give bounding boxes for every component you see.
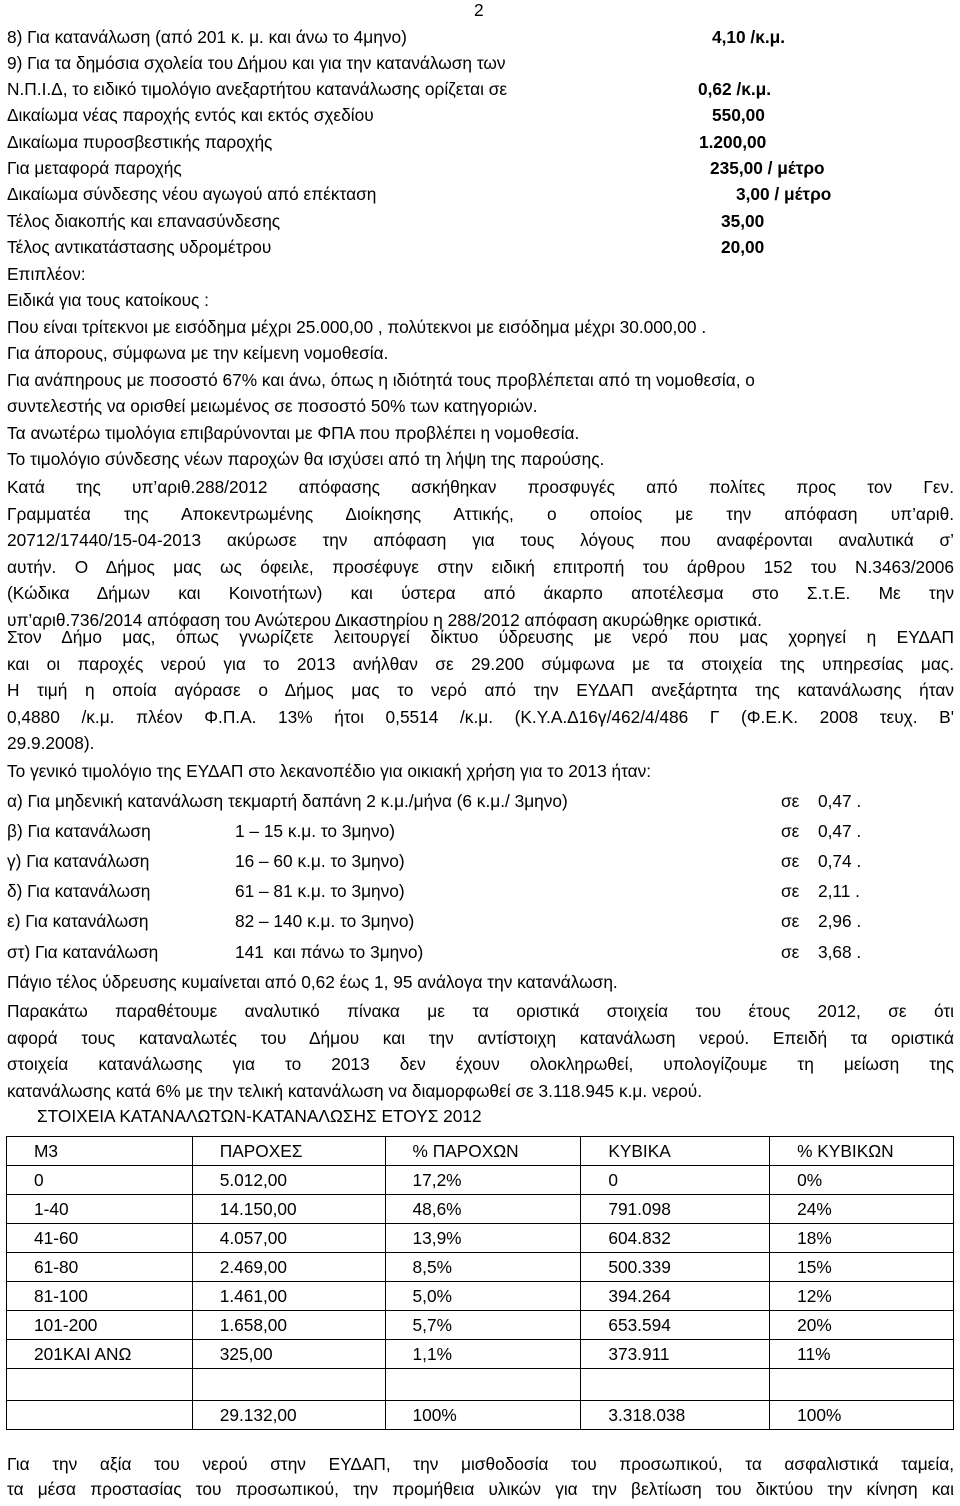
table-cell: 4.057,00	[192, 1224, 385, 1253]
tariff-value: 0,74 .	[818, 851, 862, 871]
table-cell: 5,0%	[385, 1282, 581, 1311]
table-row	[7, 1282, 954, 1311]
table-cell	[192, 1369, 385, 1401]
table-header-row	[7, 1137, 954, 1166]
tariff-label: δ) Για κατανάλωση	[7, 881, 151, 901]
table-cell: 17,2%	[385, 1166, 581, 1195]
table-totals-row	[7, 1401, 954, 1430]
table-cell: 1,1%	[385, 1340, 581, 1369]
fee-label: Ν.Π.Ι.Δ, το ειδικό τιμολόγιο ανεξαρτήτου κατανάλωσης ορίζεται σε	[7, 79, 508, 99]
table-row	[7, 1224, 954, 1253]
table-header: Μ3	[7, 1137, 193, 1166]
page-number: 2	[474, 0, 484, 20]
fee-label: Τέλος αντικατάστασης υδρομέτρου	[7, 237, 272, 257]
text-line: και οι παροχές νερού για το 2013 ανήλθαν σε 29.200 σύμφωνα με τα στοιχεία της υπηρεσίας μας.	[7, 653, 954, 674]
table-cell: 12%	[770, 1282, 954, 1311]
fee-value: 4,10 /κ.μ.	[712, 27, 786, 47]
fee-label: 8) Για κατανάλωση (από 201 κ. μ. και άνω το 4μηνο)	[7, 27, 407, 47]
table-cell	[581, 1369, 770, 1401]
text-line: Κατά της υπ’αριθ.288/2012 απόφασης ασκήθηκαν προσφυγές από πολίτες προς τον Γεν.	[7, 477, 954, 497]
fee-label: Δικαίωμα νέας παροχής εντός και εκτός σχεδίου	[7, 105, 374, 125]
table-header: % ΚΥΒΙΚΩΝ	[770, 1137, 954, 1166]
table-cell: 500.339	[581, 1253, 770, 1282]
table-cell: 1.658,00	[192, 1311, 385, 1340]
text-line: 29.9.2008).	[7, 733, 95, 753]
table-cell: 604.832	[581, 1224, 770, 1253]
tariff-value: 0,47 .	[818, 821, 862, 841]
table-cell: 20%	[770, 1311, 954, 1340]
tariff-range: 16 – 60 κ.μ. το 3μηνο)	[235, 851, 405, 871]
text-line: τα μέσα προστασίας του προσωπικού, την προμήθεια υλικών για την βελτίωση του δικτύου την κίνηση και	[7, 1479, 954, 1499]
tariff-label: ε) Για κατανάλωση	[7, 911, 149, 931]
fee-label: 9) Για τα δημόσια σχολεία του Δήμου και για την κατανάλωση των	[7, 53, 506, 73]
table-cell: 61-80	[7, 1253, 193, 1282]
table-header: % ΠΑΡΟΧΩΝ	[385, 1137, 581, 1166]
table-cell: 791.098	[581, 1195, 770, 1224]
text-line: 0,4880 /κ.μ. πλέον Φ.Π.Α. 13% ήτοι 0,5514 /κ.μ. (Κ.Υ.Α.Δ16γ/462/4/486 Γ (Φ.Ε.Κ. 2008 τευχ. Β'	[7, 706, 954, 727]
tariff-value: 2,11 .	[818, 881, 860, 901]
consumption-table	[6, 1136, 954, 1430]
tariff-se: σε	[781, 942, 800, 962]
tariff-value: 3,68 .	[818, 942, 862, 962]
tariff-label: α) Για μηδενική κατανάλωση τεκμαρτή δαπάνη 2 κ.μ./μήνα (6 κ.μ./ 3μηνο)	[7, 791, 568, 811]
table-cell: 24%	[770, 1195, 954, 1224]
tariff-label: στ) Για κατανάλωση	[7, 942, 159, 962]
table-row-empty	[7, 1369, 954, 1401]
tariff-range: 141 και πάνω το 3μηνο)	[235, 942, 424, 962]
text-line: Το τιμολόγιο σύνδεσης νέων παροχών θα ισχύσει από τη λήψη της παρούσης.	[7, 449, 605, 469]
tariff-value: 0,47 .	[818, 791, 862, 811]
tariff-se: σε	[781, 791, 800, 811]
table-title: ΣΤΟΙΧΕΙΑ ΚΑΤΑΝΑΛΩΤΩΝ-ΚΑΤΑΝΑΛΩΣΗΣ ΕΤΟΥΣ 2012	[37, 1106, 482, 1126]
table-cell: 14.150,00	[192, 1195, 385, 1224]
text-line: στοιχεία κατανάλωσης για το 2013 δεν έχουν ολοκληρωθεί, υπολογίζουμε τη μείωση της	[7, 1054, 954, 1074]
tariff-se: σε	[781, 881, 800, 901]
table-row	[7, 1166, 954, 1195]
table-cell: 0	[7, 1166, 193, 1195]
table-cell: 48,6%	[385, 1195, 581, 1224]
table-row	[7, 1253, 954, 1282]
tariff-intro: Το γενικό τιμολόγιο της ΕΥΔΑΠ στο λεκανοπέδιο για οικιακή χρήση για το 2013 ήταν:	[7, 761, 652, 781]
fee-value: 0,62 /κ.μ.	[698, 79, 772, 99]
tariff-range: 1 – 15 κ.μ. το 3μηνο)	[235, 821, 396, 841]
table-cell: 100%	[385, 1401, 581, 1430]
table-row	[7, 1311, 954, 1340]
text-line: Η τιμή η οποία αγόρασε ο Δήμος μας το νερό από την ΕΥΔΑΠ ανεξάρτητα της κατανάλωσης ήταν	[7, 680, 954, 700]
table-cell: 653.594	[581, 1311, 770, 1340]
text-line: αφορά τους καταναλωτές του Δήμου και την αντίστοιχη κατανάλωση νερού. Επειδή τα οριστικά	[7, 1027, 954, 1048]
fee-value: 20,00	[721, 237, 765, 257]
text-line: Στον Δήμο μας, όπως γνωρίζετε λειτουργεί δίκτυο ύδρευσης με νερό που μας χορηγεί η ΕΥΔΑΠ	[7, 627, 954, 647]
text-line: Για την αξία του νερού στην ΕΥΔΑΠ, την μισθοδοσία του προσωπικού, τα ασφαλιστικά ταμεία,	[7, 1454, 954, 1474]
fee-value: 1.200,00	[699, 132, 767, 152]
text-line: Που είναι τρίτεκνοι με εισόδημα μέχρι 25.000,00 , πολύτεκνοι με εισόδημα μέχρι 30.000,00 .	[7, 317, 707, 337]
fixed-fee-note: Πάγιο τέλος ύδρευσης κυμαίνεται από 0,62 έως 1, 95 ανάλογα την κατανάλωση.	[7, 972, 618, 992]
fee-label: Δικαίωμα πυροσβεστικής παροχής	[7, 132, 273, 152]
table-intro-paragraph	[7, 998, 954, 1104]
text-line: Τα ανωτέρω τιμολόγια επιβαρύνονται με ΦΠΑ που προβλέπει η νομοθεσία.	[7, 423, 580, 443]
table-cell: 101-200	[7, 1311, 193, 1340]
table-cell: 11%	[770, 1340, 954, 1369]
table-cell: 5.012,00	[192, 1166, 385, 1195]
tariff-label: γ) Για κατανάλωση	[7, 851, 150, 871]
fee-value: 35,00	[721, 211, 765, 231]
table-cell: 2.469,00	[192, 1253, 385, 1282]
text-line: υπ’αριθ.736/2014 απόφαση του Ανώτερου Δικαστηρίου η 288/2012 απόφαση ακυρώθηκε οριστικά.	[7, 609, 762, 630]
table-cell: 18%	[770, 1224, 954, 1253]
table-cell	[770, 1369, 954, 1401]
table-cell: 29.132,00	[192, 1401, 385, 1430]
table-row	[7, 1195, 954, 1224]
fee-value: 550,00	[712, 105, 765, 125]
table-cell	[7, 1401, 193, 1430]
appeal-paragraph	[7, 474, 954, 633]
table-cell: 201ΚΑΙ ΑΝΩ	[7, 1340, 193, 1369]
network-paragraph	[7, 624, 954, 757]
table-cell	[7, 1369, 193, 1401]
fee-label: Για μεταφορά παροχής	[7, 158, 182, 178]
table-cell: 325,00	[192, 1340, 385, 1369]
tariff-se: σε	[781, 851, 800, 871]
text-line: κατανάλωσης κατά 6% με την τελική κατανάλωση να διαμορφωθεί σε 3.118.945 κ.μ. νερού.	[7, 1080, 702, 1101]
text-line: Παρακάτω παραθέτουμε αναλυτικό πίνακα με τα οριστικά στοιχεία του έτους 2012, σε ότι	[7, 1001, 954, 1021]
table-cell: 0%	[770, 1166, 954, 1195]
table-cell: 15%	[770, 1253, 954, 1282]
text-line: Γραμματέα της Αποκεντρωμένης Διοίκησης Αττικής, ο οποίος με την απόφαση υπ’αριθ.	[7, 503, 954, 524]
table-cell: 3.318.038	[581, 1401, 770, 1430]
fee-value: 235,00 / μέτρο	[710, 158, 825, 178]
text-line: συντελεστής να ορισθεί μειωμένος σε ποσοστό 50% των κατηγοριών.	[7, 396, 538, 416]
table-cell: 41-60	[7, 1224, 193, 1253]
table-cell: 13,9%	[385, 1224, 581, 1253]
text-line: Για ανάπηρους με ποσοστό 67% και άνω, όπως η ιδιότητά τους προβλέπεται από τη νομοθεσία, ο	[7, 370, 755, 390]
text-line: 20712/17440/15-04-2013 ακύρωσε την απόφαση για τους λόγους που αναφέρονται αναλυτικά σ’	[7, 530, 954, 550]
tariff-label: β) Για κατανάλωση	[7, 821, 151, 841]
text-line: αυτήν. Ο Δήμος μας ως όφειλε, προσέφυγε στην ειδική επιτροπή του άρθρου 152 του Ν.3463/2006	[7, 556, 954, 577]
table-cell: 5,7%	[385, 1311, 581, 1340]
table-cell: 81-100	[7, 1282, 193, 1311]
table-row	[7, 1340, 954, 1369]
table-cell: 100%	[770, 1401, 954, 1430]
table-cell: 0	[581, 1166, 770, 1195]
table-cell: 8,5%	[385, 1253, 581, 1282]
fee-value: 3,00 / μέτρο	[736, 184, 832, 204]
table-cell	[385, 1369, 581, 1401]
fee-label: Τέλος διακοπής και επανασύνδεσης	[7, 211, 281, 231]
text-line: Επιπλέον:	[7, 264, 86, 284]
tariff-value: 2,96 .	[818, 911, 862, 931]
final-paragraph	[7, 1452, 954, 1502]
tariff-se: σε	[781, 821, 800, 841]
text-line: Ειδικά για τους κατοίκους :	[7, 290, 209, 310]
fee-label: Δικαίωμα σύνδεσης νέου αγωγού από επέκταση	[7, 184, 377, 204]
table-cell: 1.461,00	[192, 1282, 385, 1311]
table-header: ΚΥΒΙΚΑ	[581, 1137, 770, 1166]
tariff-se: σε	[781, 911, 800, 931]
table-cell: 394.264	[581, 1282, 770, 1311]
table-cell: 373.911	[581, 1340, 770, 1369]
table-cell: 1-40	[7, 1195, 193, 1224]
tariff-range: 61 – 81 κ.μ. το 3μηνο)	[235, 881, 405, 901]
tariff-range: 82 – 140 κ.μ. το 3μηνο)	[235, 911, 415, 931]
text-line: Για άπορους, σύμφωνα με την κείμενη νομοθεσία.	[7, 343, 389, 363]
table-header: ΠΑΡΟΧΕΣ	[192, 1137, 385, 1166]
text-line: (Κώδικα Δήμων και Κοινοτήτων) και ύστερα από άκαρπο αποτέλεσμα στο Σ.τ.Ε. Με την	[7, 583, 954, 603]
